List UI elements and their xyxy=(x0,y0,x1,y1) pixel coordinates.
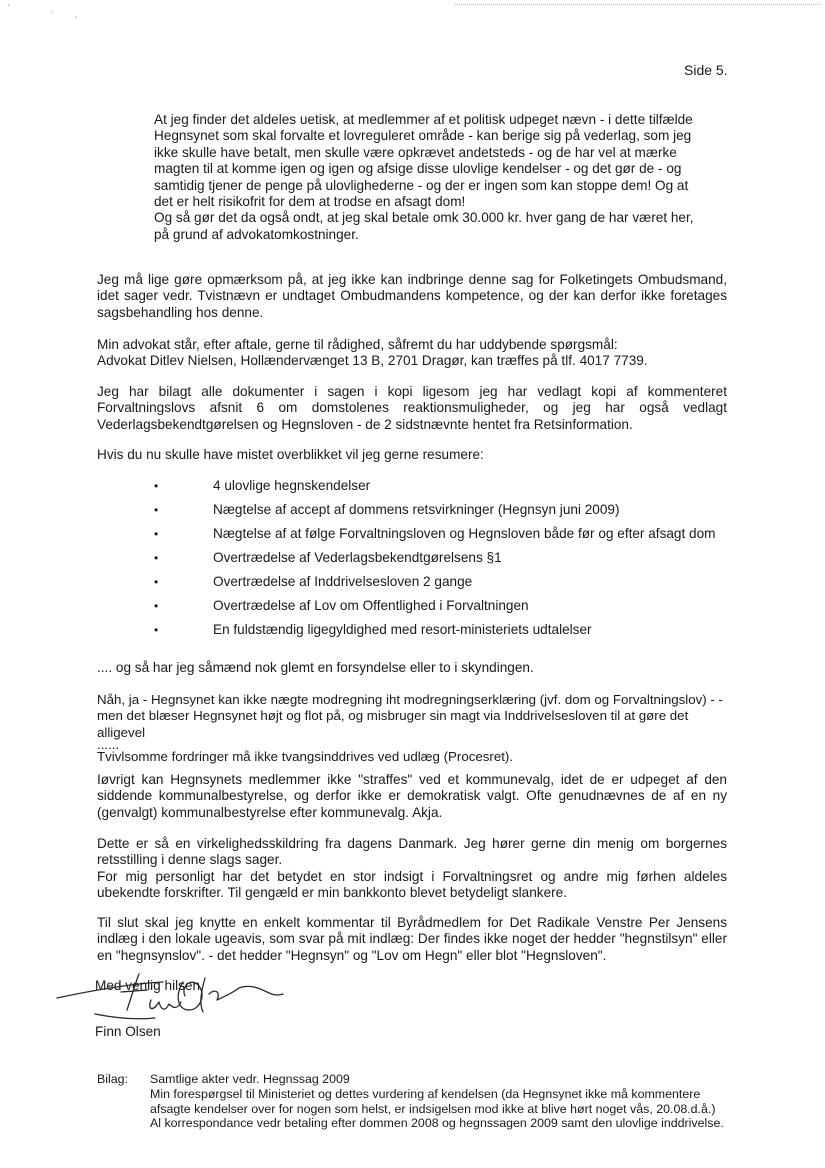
signer-name: Finn Olsen xyxy=(95,1024,161,1039)
paragraph-text: Hvis du nu skulle have mistet overblikket vil jeg gerne resumere: xyxy=(97,447,484,462)
indented-paragraph: At jeg finder det aldeles uetisk, at medlemmer af et politisk udpeget nævn - i dette tilfælde Hegnsynet som skal forvalte et lovreguleret område - kan berige sig på vederlag, som jeg ikke skulle have betalt, men skulle være opkrævet andetsteds - og de har vel at mærke magten til at komme igen og igen og afsige disse ulovlige kendelser - og det gør de - og samtidig tjener de penge på ulovlighederne - og der er ingen som kan stoppe dem! Og at det er helt risikofrit for dem at trodse en afsagt dom! xyxy=(154,112,693,210)
closing-greeting: Med venlig hilsen xyxy=(95,978,201,993)
paragraph-text: men det blæser Hegnsynet højt og flot på, og misbruger sin magt via Inddrivelsesloven til at gøre det alligevel xyxy=(97,708,689,740)
page-number: Side 5. xyxy=(684,62,728,78)
bullet-icon: • xyxy=(154,599,159,613)
scan-speck: ' xyxy=(75,15,77,26)
list-item xyxy=(97,502,727,526)
appendix-items xyxy=(150,1072,735,1131)
list-item xyxy=(97,622,727,646)
paragraph-ombudsmand xyxy=(97,272,727,321)
paragraph-text: Nåh, ja - Hegnsynet kan ikke nægte modregning iht modregningserklæring (jvf. dom og Forvaltningslov) - - xyxy=(97,692,723,707)
bullet-icon: • xyxy=(154,527,159,541)
list-item-text: Overtrædelse af Vederlagsbekendtgørelsens §1 xyxy=(213,550,502,565)
paragraph-text: Advokat Ditlev Nielsen, Hollændervænget 13 B, 2701 Dragør, kan træffes på tlf. 4017 7739. xyxy=(97,353,648,369)
paragraph-glemt xyxy=(97,660,727,676)
appendix-label: Bilag: xyxy=(97,1072,128,1086)
list-item xyxy=(97,478,727,502)
scan-speck: · xyxy=(50,7,54,18)
indented-quote-block xyxy=(154,112,699,243)
list-item-text: Overtrædelse af Inddrivelsesloven 2 gange xyxy=(213,574,473,589)
list-item-text: Nægtelse af accept af dommens retsvirkninger (Hegnsyn juni 2009) xyxy=(213,502,620,517)
bullet-icon: • xyxy=(154,575,159,589)
list-item-text: 4 ulovlige hegnskendelser xyxy=(213,478,371,493)
paragraph-text: Jeg har bilagt alle dokumenter i sagen i kopi ligesom jeg har vedlagt kopi af kommenteret Forvaltningslovs afsnit 6 om domstolenes reaktionsmuligheder, og jeg har også vedlagt Vederlagsbekendtgørelsen og Hegnsloven - de 2 sidstnævnte hentet fra Retsinformation. xyxy=(97,384,727,432)
paragraph-virkelighed xyxy=(97,836,727,902)
list-item-text: Nægtelse af at følge Forvaltningsloven og Hegnsloven både før og efter afsagt dom xyxy=(213,526,716,541)
bullet-icon: • xyxy=(154,551,159,565)
paragraph-advokat xyxy=(97,337,727,370)
paragraph-text: Jeg må lige gøre opmærksom på, at jeg ikke kan indbringe denne sag for Folketingets Ombudsmand, idet sager vedr. Tvistnævn er undtaget Ombudmandens kompetence, og der kan derfor ikke foretages sagsbehandling hos denne. xyxy=(97,272,727,320)
handwritten-signature-icon xyxy=(55,970,315,1032)
paragraph-text: ...... xyxy=(97,737,120,753)
appendix-item: Samtlige akter vedr. Hegnssag 2009 xyxy=(150,1072,350,1086)
list-item-text: Overtrædelse af Lov om Offentlighed i Forvaltningen xyxy=(213,598,529,613)
list-item xyxy=(97,598,727,622)
paragraph-ioevrigt xyxy=(97,772,727,821)
paragraph-text: Iøvrigt kan Hegnsynets medlemmer ikke "straffes" ved et kommunevalg, idet de er udpeget af den siddende kommunalbestyrelse, og derfor ikke er demokratisk valgt. Ofte genudnævnes de af en ny (genvalgt) kommunalbestyrelse efter kommunevalg. Akja. xyxy=(97,772,727,820)
paragraph-text: Tvivlsomme fordringer må ikke tvangsinddrives ved udlæg (Procesret). xyxy=(97,749,514,765)
paragraph-text: Til slut skal jeg knytte en enkelt kommentar til Byrådmedlem for Det Radikale Venstre Per Jensens indlæg i den lokale ugeavis, som svar på mit indlæg: Der findes ikke noget der hedder "hegnstilsyn" eller en "hegnsynslov". - det hedder "Hegnsyn" og "Lov om Hegn" eller blot "Hegnsloven". xyxy=(97,915,727,963)
paragraph-modregning xyxy=(97,692,737,766)
scan-speck: ' xyxy=(8,3,10,14)
indented-paragraph: Og så gør det da også ondt, at jeg skal betale omk 30.000 kr. hver gang de har været her, på grund af advokatomkostninger. xyxy=(154,210,694,242)
list-item xyxy=(97,550,727,574)
scan-edge-line xyxy=(455,4,820,5)
bullet-icon: • xyxy=(154,503,159,517)
summary-bullet-list xyxy=(97,478,727,646)
bullet-icon: • xyxy=(154,479,159,493)
list-item xyxy=(97,574,727,598)
list-item-text: En fuldstændig ligegyldighed med resort-ministeriets udtalelser xyxy=(213,622,592,637)
appendix-item: Al korrespondance vedr betaling efter dommen 2008 og hegnssagen 2009 samt den ulovlige inddrivelse. xyxy=(150,1116,724,1131)
appendix-item: Min forespørgsel til Ministeriet og dettes vurdering af kendelsen (da Hegnsynet ikke må kommentere afsagte kendelser over for nogen som helst, er indsigelsen mod ikke at blive hørt noget vås, 20.08.d.å.) xyxy=(150,1086,716,1116)
paragraph-text: Min advokat står, efter aftale, gerne til rådighed, såfremt du har uddybende spørgsmål: xyxy=(97,337,618,352)
paragraph-resumere xyxy=(97,447,727,463)
paragraph-text: .... og så har jeg såmænd nok glemt en forsyndelse eller to i skyndingen. xyxy=(97,660,534,675)
paragraph-text: For mig personligt har det betydet en stor indsigt i Forvaltningsret og andre mig førhen aldeles ubekendte forskrifter. Til gengæld er min bankkonto blevet betydeligt slankere. xyxy=(97,868,727,901)
paragraph-text: Dette er så en virkelighedsskildring fra dagens Danmark. Jeg hører gerne din menig om borgernes retsstilling i denne slags sager. xyxy=(97,836,727,868)
closing-signature-block xyxy=(95,978,355,1048)
paragraph-tilslut xyxy=(97,915,727,964)
list-item xyxy=(97,526,727,550)
paragraph-bilagt xyxy=(97,384,727,433)
bullet-icon: • xyxy=(154,623,159,637)
